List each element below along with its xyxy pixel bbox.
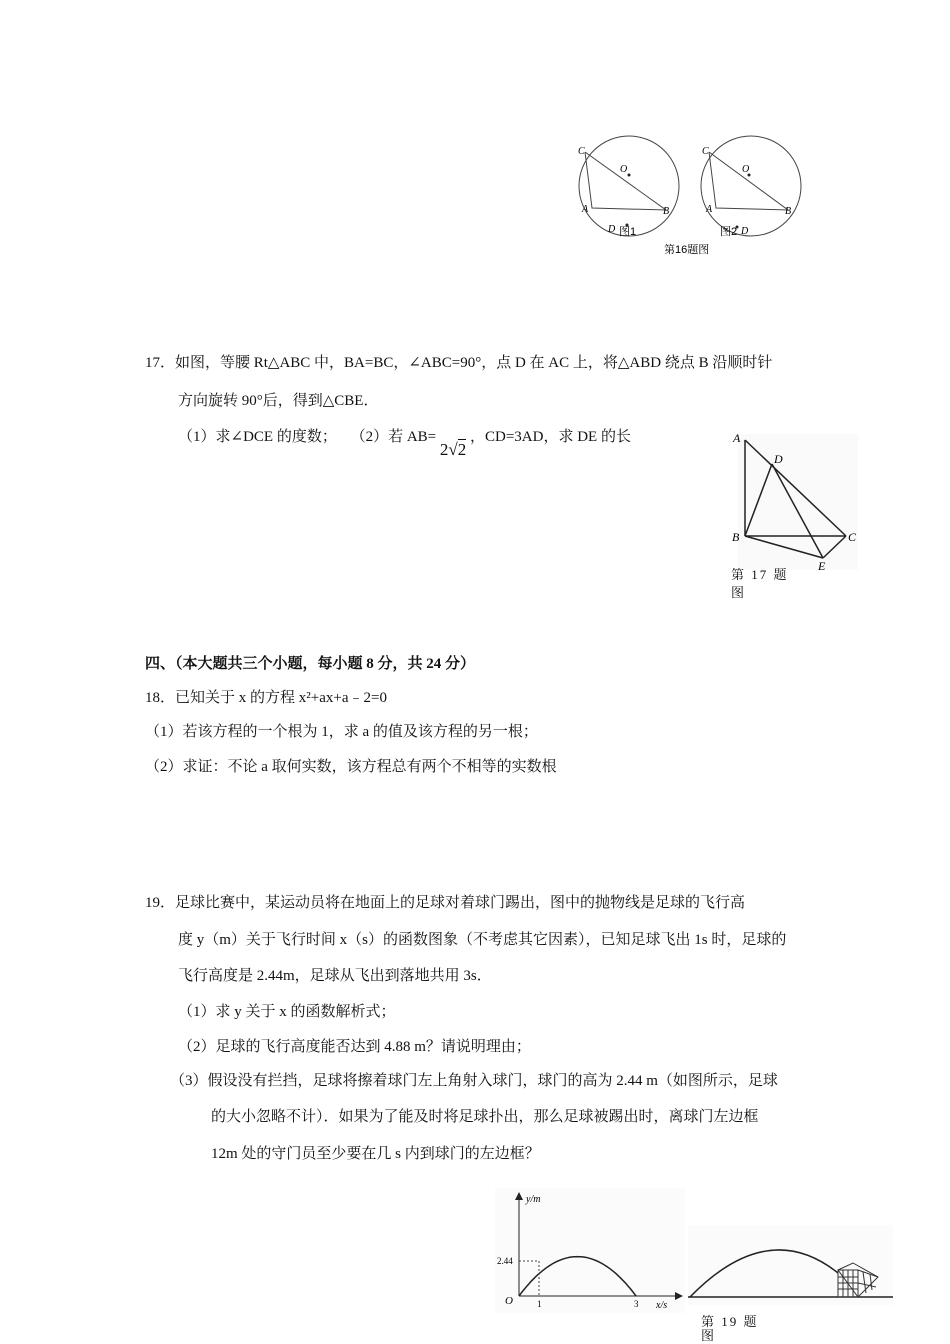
q17-radical-arg: 2	[457, 440, 467, 459]
figure-19-graph-svg	[495, 1188, 685, 1313]
fig16-label-a2: A	[706, 204, 713, 215]
fig16-label-o1: O	[620, 164, 628, 175]
q17-radical	[440, 440, 466, 460]
fig19-x-label: x/s	[656, 1300, 668, 1311]
fig17-label-c: C	[848, 530, 857, 544]
fig16-label-a1: A	[582, 204, 589, 215]
fig17-label-e: E	[818, 559, 826, 573]
q18-line1: 18．已知关于 x 的方程 x²+ax+a﹣2=0	[145, 690, 387, 706]
fig17-caption-2: 图	[731, 585, 747, 600]
q19-part3-line2: 的大小忽略不计）．如果为了能及时将足球扑出，那么足球被踢出时，离球门左边框	[211, 1109, 759, 1125]
fig16-sub1: 图1	[619, 226, 637, 238]
q19-part2: （2）足球的飞行高度能否达到 4.88 m？请说明理由；	[178, 1039, 531, 1055]
q18-part2: （2）求证：不论 a 取何实数，该方程总有两个不相等的实数根	[145, 759, 557, 775]
figure-16	[570, 120, 815, 260]
fig16-sub2: 图2	[720, 226, 738, 238]
fig19-y-tick: 2.44	[497, 1256, 513, 1266]
sqrt-icon: √	[448, 440, 458, 459]
fig16-label-c1: C	[578, 146, 585, 157]
q17-part2-pre: （2）若 AB=	[350, 429, 437, 445]
figure-19-graph	[495, 1188, 685, 1313]
fig16-label-b1: B	[663, 206, 670, 217]
q17-part2-post: ，CD=3AD，求 DE 的长	[469, 429, 631, 445]
fig17-label-b: B	[732, 530, 740, 544]
q19-part3-line1: （3）假设没有拦挡，足球将擦着球门左上角射入球门，球门的高为 2.44 m（如图所示，足球	[170, 1073, 778, 1089]
fig17-label-d: D	[774, 452, 783, 466]
fig19-y-label: y/m	[526, 1194, 541, 1205]
q17-radical-coef: 2	[439, 440, 449, 459]
figure-19-goal-svg	[688, 1225, 893, 1305]
fig19-origin: O	[505, 1295, 513, 1307]
q17-parts	[178, 426, 631, 459]
q19-line3: 飞行高度是 2.44m，足球从飞出到落地共用 3s．	[178, 968, 492, 984]
q17-part1: （1）求∠DCE 的度数；	[178, 429, 337, 445]
q17-line2: 方向旋转 90°后，得到△CBE．	[178, 393, 379, 409]
q19-line2: 度 y（m）关于飞行时间 x（s）的函数图象（不考虑其它因素），已知足球飞出 1s 时，足球的	[178, 932, 787, 948]
fig16-label-d1: D	[608, 224, 616, 235]
fig19-x-tick-3: 3	[634, 1299, 639, 1309]
q19-part1: （1）求 y 关于 x 的函数解析式；	[178, 1004, 396, 1020]
fig17-label-a: A	[733, 431, 741, 445]
fig19-x-tick-1: 1	[537, 1299, 542, 1309]
q17-line1: 17．如图，等腰 Rt△ABC 中，BA=BC，∠ABC=90°，点 D 在 AC 上，将△ABD 绕点 B 沿顺时针	[145, 355, 773, 371]
figure-17-diagram	[728, 430, 863, 575]
section4-heading: 四、（本大题共三个小题，每小题 8 分，共 24 分）	[145, 656, 476, 672]
fig17-caption-1: 第 17 题	[731, 567, 789, 582]
q18-part1: （1）若该方程的一个根为 1，求 a 的值及该方程的另一根；	[145, 724, 538, 740]
fig19-caption-1: 第 19 题	[701, 1314, 759, 1329]
fig16-label-c2: C	[702, 146, 709, 157]
fig16-label-b2: B	[785, 206, 792, 217]
q19-part3-line3: 12m 处的守门员至少要在几 s 内到球门的左边框？	[211, 1146, 540, 1162]
fig16-label-o2: O	[742, 164, 750, 175]
fig16-caption: 第16题图	[664, 244, 710, 256]
fig19-caption-2: 图	[701, 1328, 717, 1343]
figure-17	[728, 430, 863, 575]
figure-16-diagrams	[570, 120, 815, 260]
q19-line1: 19．足球比赛中，某运动员将在地面上的足球对着球门踢出，图中的抛物线是足球的飞行高	[145, 895, 746, 911]
fig16-label-d2: D	[741, 226, 749, 237]
figure-19-goal	[688, 1225, 893, 1305]
